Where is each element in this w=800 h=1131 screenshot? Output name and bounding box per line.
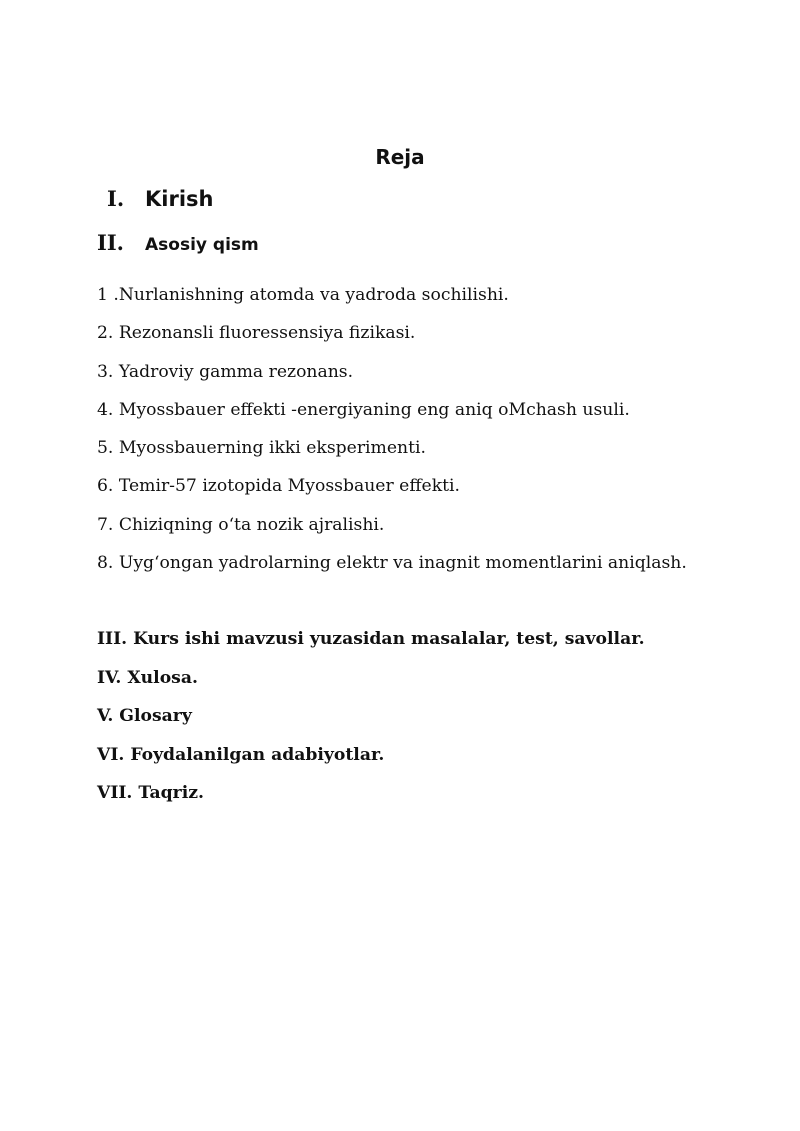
list-item: 2. Rezonansli fluoressensiya fizikasi. xyxy=(97,323,416,344)
list-item: 1 .Nurlanishning atomda va yadroda sochilishi. xyxy=(97,285,509,305)
section-numeral: II. xyxy=(97,230,124,255)
list-item: 4. Myossbauer effekti -energiyaning eng aniq oMchash usuli. xyxy=(97,399,630,420)
list-item: 3. Yadroviy gamma rezonans. xyxy=(97,361,354,382)
list-item: 5. Myossbauerning ikki eksperimenti. xyxy=(97,438,426,459)
closing-section-item: VI. Foydalanilgan adabiyotlar. xyxy=(97,744,385,765)
list-item: 7. Chiziqning o‘ta nozik ajralishi. xyxy=(97,514,385,535)
section-label: Kirish xyxy=(145,187,214,211)
page-title: Reja xyxy=(375,145,425,169)
section-numeral: I. xyxy=(107,186,125,211)
section-label: Asosiy qism xyxy=(145,235,259,255)
closing-sections-list xyxy=(97,620,645,813)
closing-section-item: IV. Xulosa. xyxy=(97,667,198,688)
list-item: 8. Uyg‘ongan yadrolarning elektr va inagnit momentlarini aniqlash. xyxy=(97,553,687,574)
list-item: 6. Temir-57 izotopida Myossbauer effekti. xyxy=(97,476,460,497)
closing-section-item: V. Glosary xyxy=(97,706,192,726)
outline-list xyxy=(97,276,703,582)
section-heading-kirish xyxy=(107,186,213,211)
closing-section-item: VII. Taqriz. xyxy=(97,783,205,803)
closing-section-item: III. Kurs ishi mavzusi yuzasidan masalalar, test, savollar. xyxy=(97,629,645,649)
section-heading-asosiy-qism xyxy=(97,230,259,255)
